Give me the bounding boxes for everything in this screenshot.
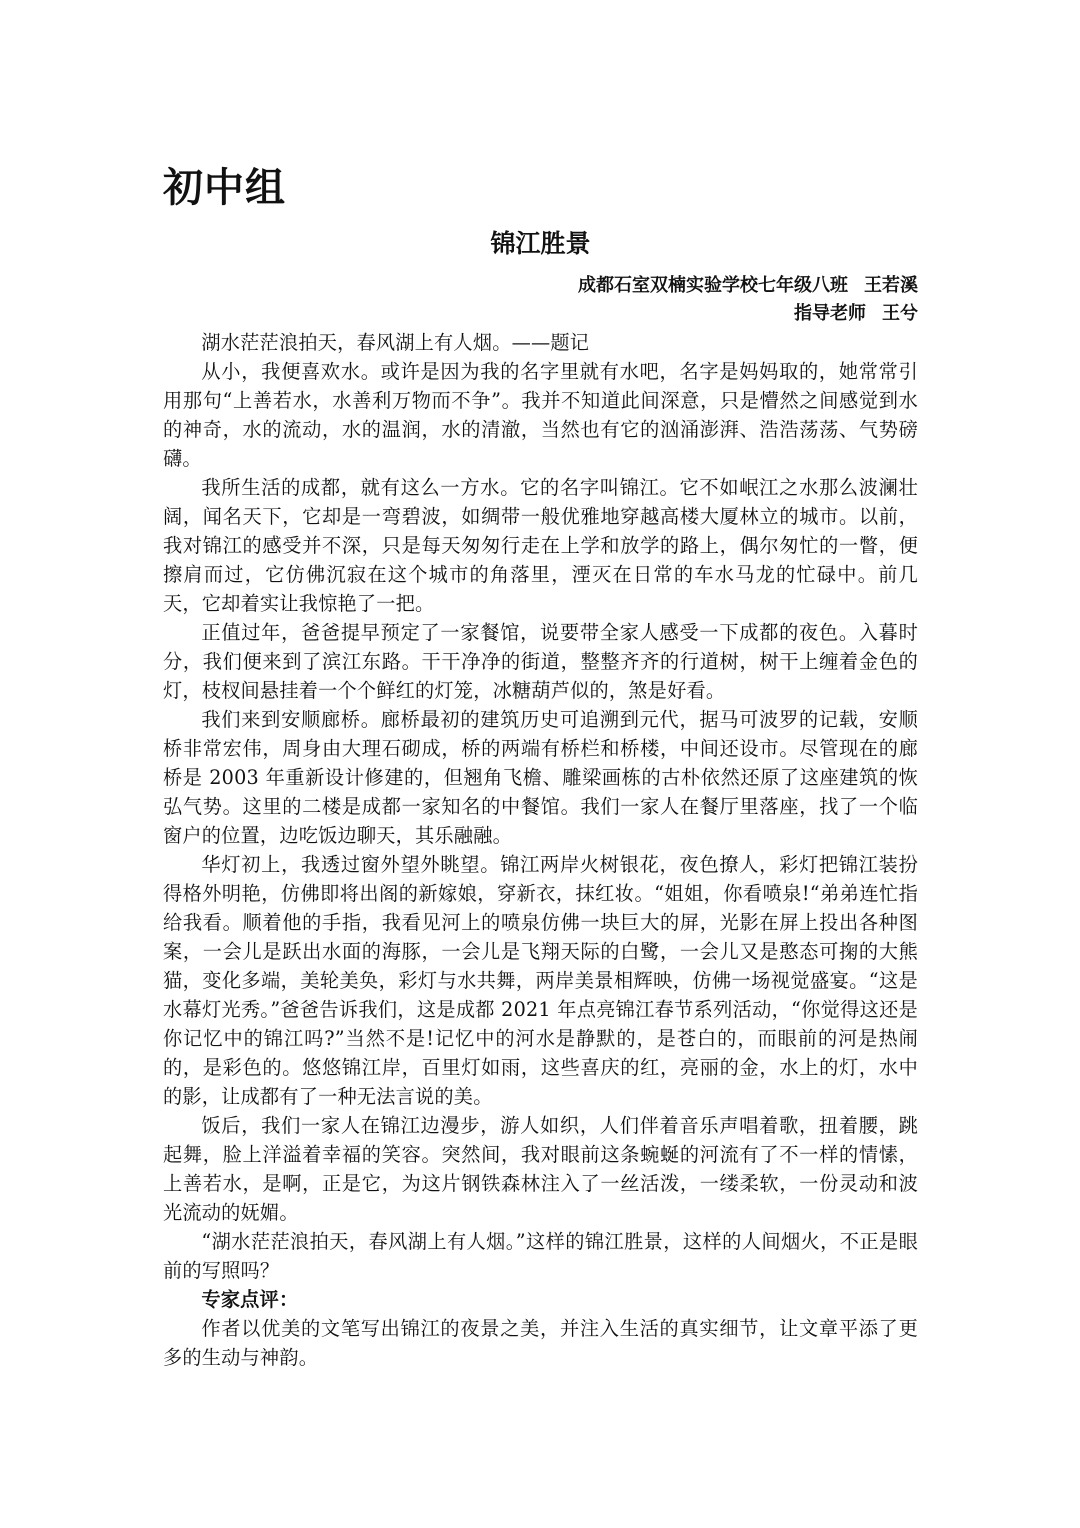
closing-paragraph: “湖水茫茫浪拍天，春风湖上有人烟。”这样的锦江胜景，这样的人间烟火，不正是眼前的写照吗？ <box>163 1230 918 1282</box>
paragraph: 正值过年，爸爸提早预定了一家餐馆，说要带全家人感受一下成都的夜色。入暮时分，我们便来到了滨江东路。干干净净的街道，整整齐齐的行道树，树干上缠着金色的灯，枝杈间悬挂着一个个鲜红的灯笼，冰糖葫芦似的，煞是好看。 <box>163 621 918 702</box>
expert-review-label: 专家点评： <box>201 1288 299 1311</box>
paragraph: 我所生活的成都，就有这么一方水。它的名字叫锦江。它不如岷江之水那么波澜壮阔，闻名天下，它却是一弯碧波，如绸带一般优雅地穿越高楼大厦林立的城市。以前，我对锦江的感受并不深，只是每天匆匆行走在上学和放学的路上，偶尔匆忙的一瞥，便擦肩而过，它仿佛沉寂在这个城市的角落里，湮灭在日常的车水马龙的忙碌中。前几天，它却着实让我惊艳了一把。 <box>163 476 918 615</box>
article-body <box>163 328 918 1372</box>
author-byline <box>578 273 918 299</box>
epigraph: 湖水茫茫浪拍天，春风湖上有人烟。——题记 <box>201 331 590 354</box>
expert-review-text: 作者以优美的文笔写出锦江的夜景之美，并注入生活的真实细节，让文章平添了更多的生动与神韵。 <box>163 1317 918 1369</box>
author-school-class: 成都石室双楠实验学校七年级八班 <box>578 275 848 296</box>
teacher-name: 王兮 <box>882 303 918 324</box>
paragraph: 我们来到安顺廊桥。廊桥最初的建筑历史可追溯到元代，据马可波罗的记载，安顺桥非常宏伟，周身由大理石砌成，桥的两端有桥栏和桥楼，中间还设市。尽管现在的廊桥是 2003 年重新设计修建的，但翘角飞檐、雕梁画栋的古朴依然还原了这座建筑的恢弘气势。这里的二楼是成都一家知名的中餐馆。我们一家人在餐厅里落座，找了一个临窗户的位置，边吃饭边聊天，其乐融融。 <box>163 708 918 847</box>
author-name: 王若溪 <box>864 275 918 296</box>
paragraph: 从小，我便喜欢水。或许是因为我的名字里就有水吧，名字是妈妈取的，她常常引用那句“上善若水，水善利万物而不争”。我并不知道此间深意，只是懵然之间感觉到水的神奇，水的流动，水的温润，水的清澈，当然也有它的汹涌澎湃、浩浩荡荡、气势磅礴。 <box>163 360 918 470</box>
teacher-byline <box>794 301 918 327</box>
paragraph: 饭后，我们一家人在锦江边漫步，游人如织，人们伴着音乐声唱着歌，扭着腰，跳起舞，脸上洋溢着幸福的笑容。突然间，我对眼前这条蜿蜒的河流有了不一样的情愫，上善若水，是啊，正是它，为这片钢铁森林注入了一丝活泼，一缕柔软，一份灵动和波光流动的妩媚。 <box>163 1114 918 1224</box>
paragraph: 华灯初上，我透过窗外望外眺望。锦江两岸火树银花，夜色撩人，彩灯把锦江装扮得格外明艳，仿佛即将出阁的新嫁娘，穿新衣，抹红妆。“姐姐，你看喷泉!“弟弟连忙指给我看。顺着他的手指，我看见河上的喷泉仿佛一块巨大的屏，光影在屏上投出各种图案，一会儿是跃出水面的海豚，一会儿是飞翔天际的白鹭，一会儿又是憨态可掬的大熊猫，变化多端，美轮美奂，彩灯与水共舞，两岸美景相辉映，仿佛一场视觉盛宴。“这是水幕灯光秀。”爸爸告诉我们，这是成都 2021 年点亮锦江春节系列活动，“你觉得这还是你记忆中的锦江吗?”当然不是!记忆中的河水是静默的，是苍白的，而眼前的河是热闹的，是彩色的。悠悠锦江岸，百里灯如雨，这些喜庆的红，亮丽的金，水上的灯，水中的影，让成都有了一种无法言说的美。 <box>163 853 918 1108</box>
article-title: 锦江胜景 <box>490 229 591 258</box>
teacher-label: 指导老师 <box>794 303 866 324</box>
section-title: 初中组 <box>163 165 286 211</box>
